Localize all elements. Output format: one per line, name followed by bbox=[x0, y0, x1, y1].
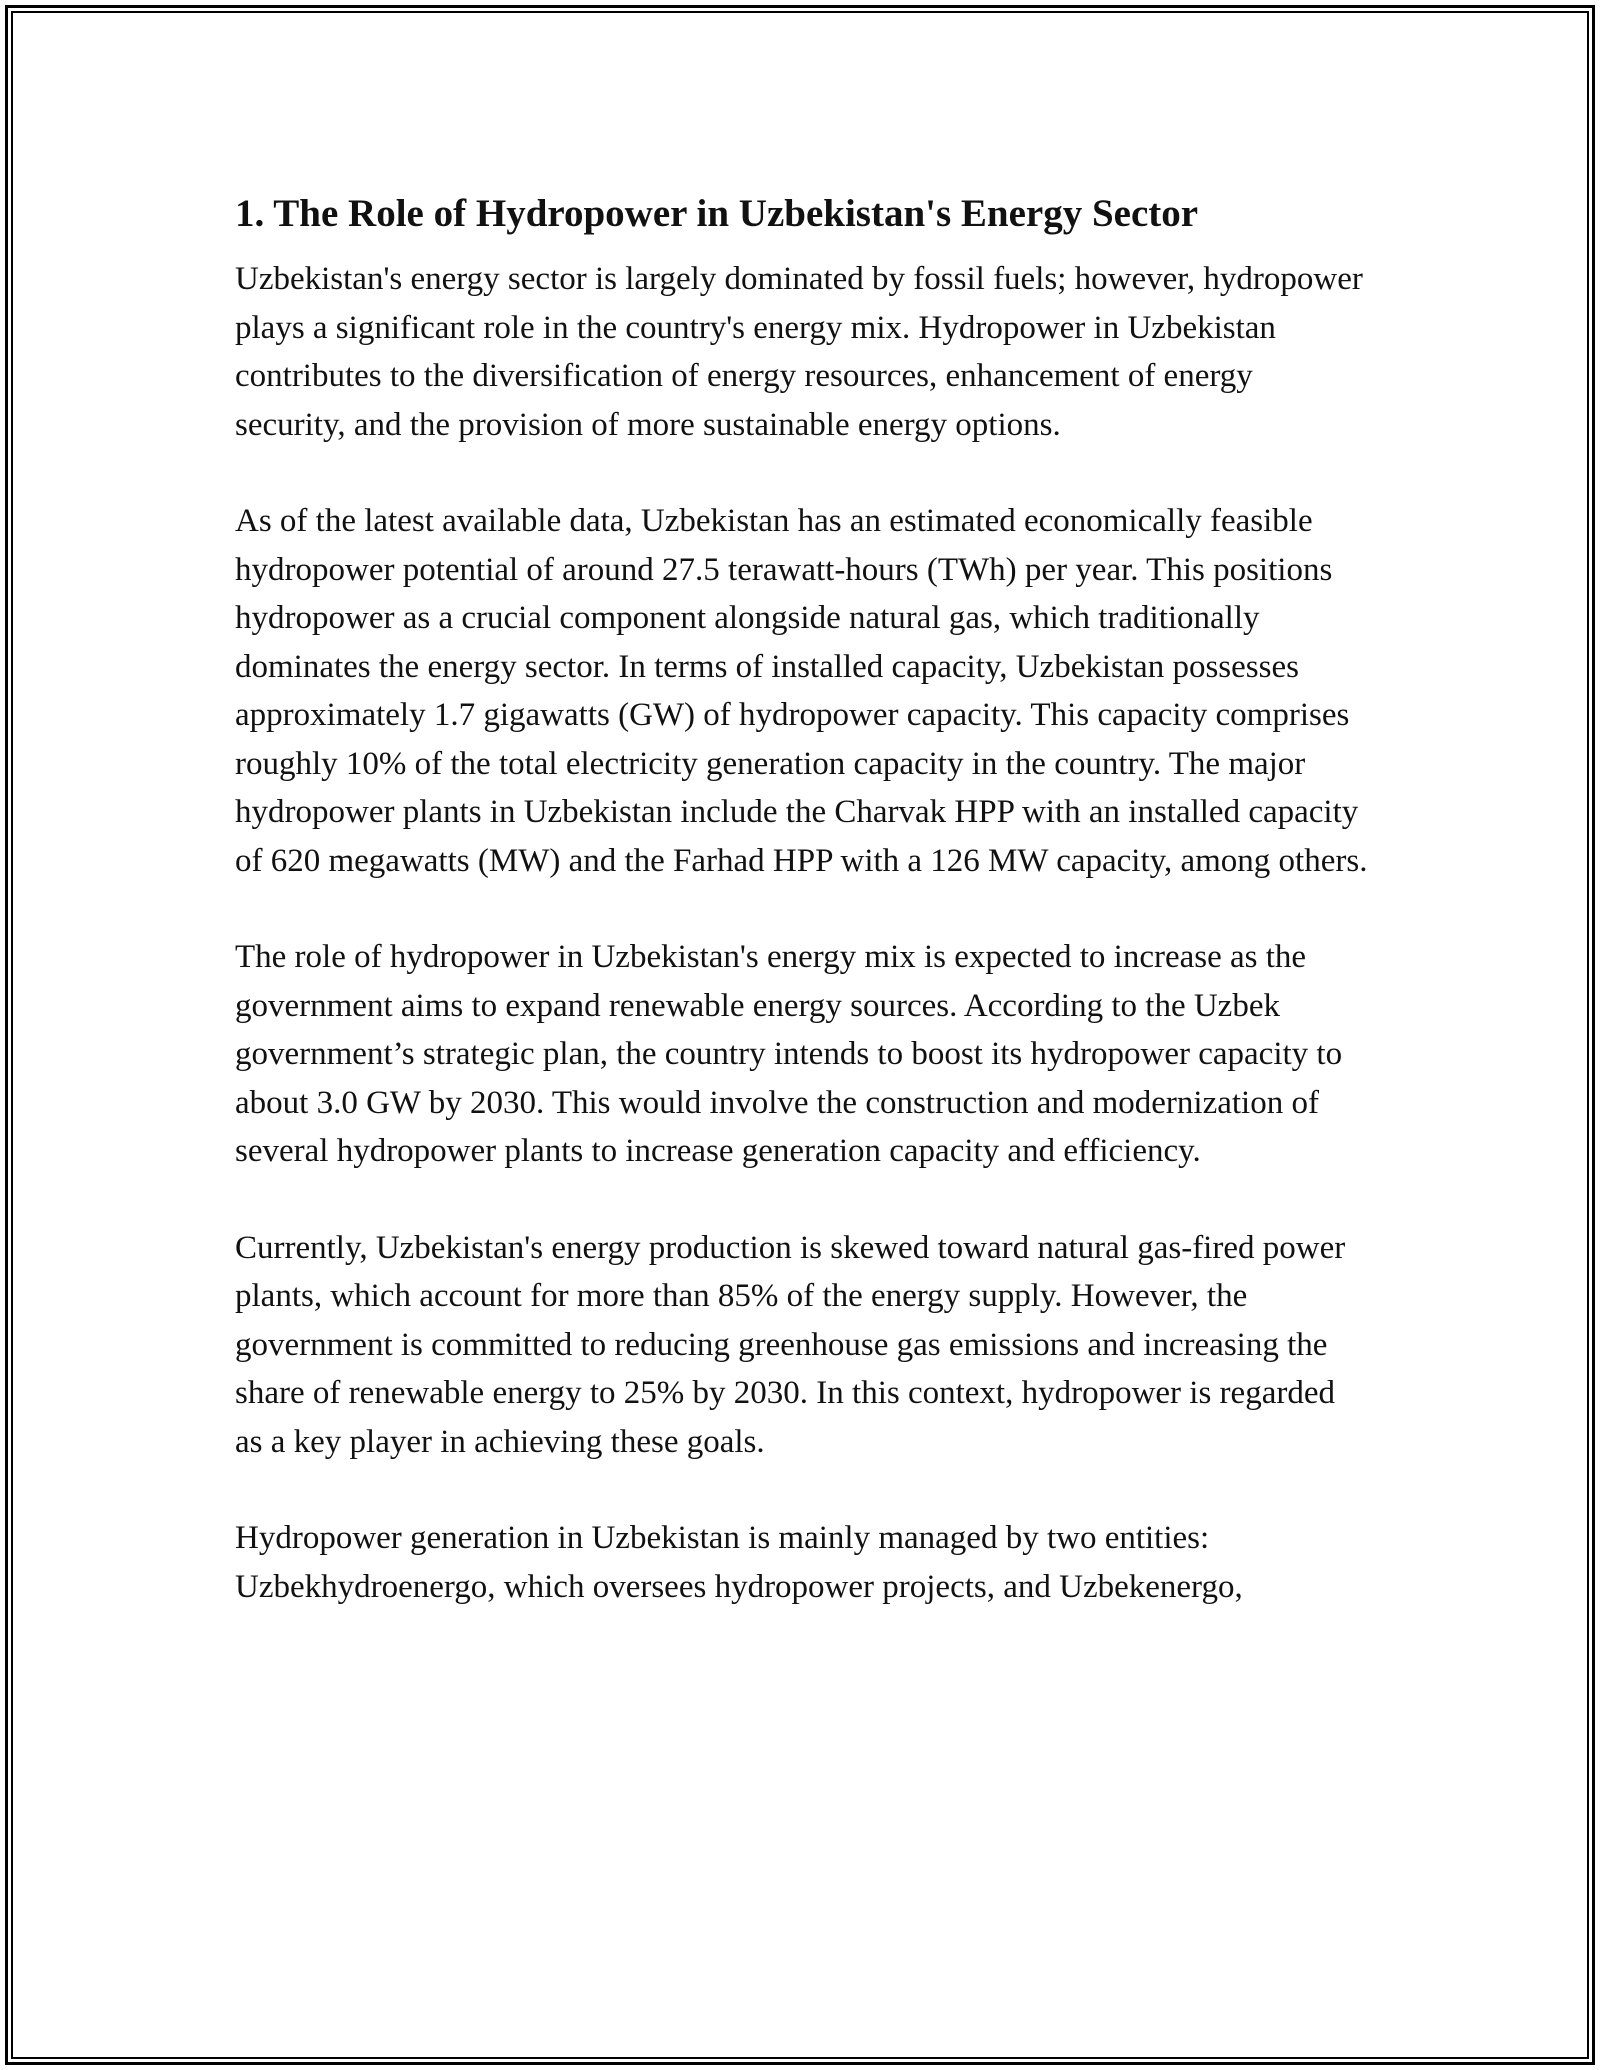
paragraph-4: Currently, Uzbekistan's energy production is skewed toward natural gas-fired power plants, which account for more than 85% of the energy supply. However, the government is committed to reducing greenhouse gas emissions and increasing the share of renewable energy to 25% by 2030. In this context, hydropower is regarded as a key player in achieving these goals. bbox=[235, 1229, 1346, 1460]
section-heading: 1. The Role of Hydropower in Uzbekistan's Energy Sector bbox=[235, 192, 1199, 235]
document-body bbox=[235, 188, 1370, 1659]
paragraph-3: The role of hydropower in Uzbekistan's energy mix is expected to increase as the government aims to expand renewable energy sources. According to the Uzbek government’s strategic plan, the country intends to boost its hydropower capacity to about 3.0 GW by 2030. This would involve the construction and modernization of several hydropower plants to increase generation capacity and efficiency. bbox=[235, 939, 1343, 1169]
paragraph-5: Hydropower generation in Uzbekistan is mainly managed by two entities: Uzbekhydroenergo, which oversees hydropower projects, and Uzbekenergo, bbox=[235, 1520, 1243, 1605]
paragraph-1: Uzbekistan's energy sector is largely dominated by fossil fuels; however, hydropower plays a significant role in the country's energy mix. Hydropower in Uzbekistan contributes to the diversification of energy resources, enhancement of energy security, and the provision of more sustainable energy options. bbox=[235, 261, 1363, 443]
paragraph-2: As of the latest available data, Uzbekistan has an estimated economically feasible hydropower potential of around 27.5 terawatt-hours (TWh) per year. This positions hydropower as a crucial component alongside natural gas, which traditionally dominates the energy sector. In terms of installed capacity, Uzbekistan possesses approximately 1.7 gigawatts (GW) of hydropower capacity. This capacity comprises roughly 10% of the total electricity generation capacity in the country. The major hydropower plants in Uzbekistan include the Charvak HPP with an installed capacity of 620 megawatts (MW) and the Farhad HPP with a 126 MW capacity, among others. bbox=[235, 503, 1368, 879]
